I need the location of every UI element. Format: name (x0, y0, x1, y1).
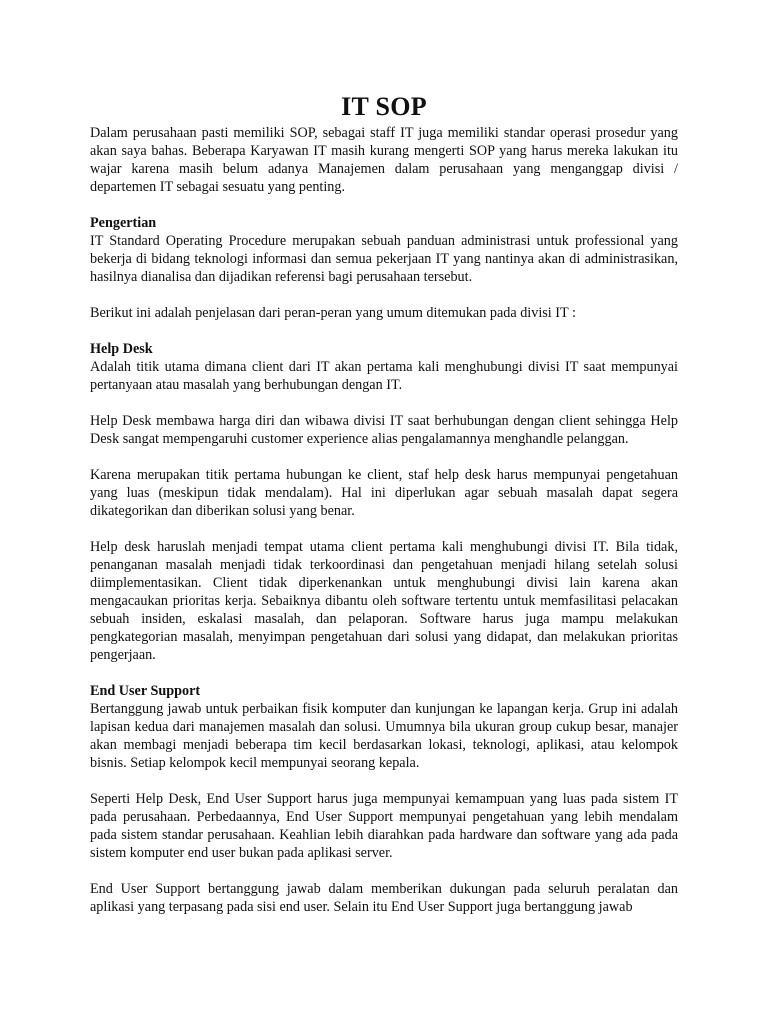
section-heading-pengertian: Pengertian (90, 215, 157, 231)
document-title: IT SOP (341, 92, 427, 121)
paragraph: End User Support bertanggung jawab dalam memberikan dukungan pada seluruh peralatan dan aplikasi yang terpasang pada sisi end user. Selain itu End User Support juga bertanggung jawab (90, 881, 678, 915)
paragraph: Berikut ini adalah penjelasan dari peran-peran yang umum ditemukan pada divisi IT : (90, 305, 576, 321)
paragraph: Adalah titik utama dimana client dari IT akan pertama kali menghubungi divisi IT saat mempunyai pertanyaan atau masalah yang berhubungan dengan IT. (90, 359, 678, 393)
paragraph: Help desk haruslah menjadi tempat utama client pertama kali menghubungi divisi IT. Bila tidak, penanganan masalah menjadi tidak terkoordinasi dan pengetahuan menjadi hilang setelah solusi diimplementasikan. Client tidak diperkenankan untuk menghubungi divisi lain karena akan mengacaukan prioritas kerja. Sebaiknya dibantu oleh software tertentu untuk memfasilitasi pelacakan sebuah insiden, eskalasi masalah, dan pelaporan. Software harus juga mampu melakukan pengkategorian masalah, menyimpan pengetahuan dari solusi yang didapat, dan melakukan prioritas pengerjaan. (90, 539, 678, 663)
paragraph: Seperti Help Desk, End User Support harus juga mempunyai kemampuan yang luas pada sistem IT pada perusahaan. Perbedaannya, End User Support mempunyai pengetahuan yang lebih mendalam pada sistem standar perusahaan. Keahlian lebih diarahkan pada hardware dan software yang ada pada sistem komputer end user bukan pada aplikasi server. (90, 791, 678, 861)
paragraph: IT Standard Operating Procedure merupakan sebuah panduan administrasi untuk professional yang bekerja di bidang teknologi informasi dan semua pekerjaan IT yang nantinya akan di administrasikan, hasilnya dianalisa dan dijadikan referensi bagi perusahaan tersebut. (90, 233, 678, 285)
section-heading-end-user-support: End User Support (90, 683, 201, 699)
paragraph: Karena merupakan titik pertama hubungan ke client, staf help desk harus mempunyai pengetahuan yang luas (meskipun tidak mendalam). Hal ini diperlukan agar sebuah masalah dapat segera dikategorikan dan diberikan solusi yang benar. (90, 467, 678, 519)
intro-paragraph: Dalam perusahaan pasti memiliki SOP, sebagai staff IT juga memiliki standar operasi prosedur yang akan saya bahas. Beberapa Karyawan IT masih kurang mengerti SOP yang harus mereka lakukan itu wajar karena masih belum adanya Manajemen dalam perusahaan yang menganggap divisi / departemen IT sebagai sesuatu yang penting. (90, 125, 678, 195)
paragraph: Help Desk membawa harga diri dan wibawa divisi IT saat berhubungan dengan client sehingga Help Desk sangat mempengaruhi customer experience alias pengalamannya menghandle pelanggan. (90, 413, 678, 447)
document-body (90, 92, 678, 916)
paragraph: Bertanggung jawab untuk perbaikan fisik komputer dan kunjungan ke lapangan kerja. Grup ini adalah lapisan kedua dari manajemen masalah dan solusi. Umumnya bila ukuran group cukup besar, manajer akan membagi menjadi beberapa tim kecil berdasarkan lokasi, teknologi, aplikasi, atau kelompok bisnis. Setiap kelompok kecil mempunyai seorang kepala. (90, 701, 678, 771)
section-heading-help-desk: Help Desk (90, 341, 153, 357)
